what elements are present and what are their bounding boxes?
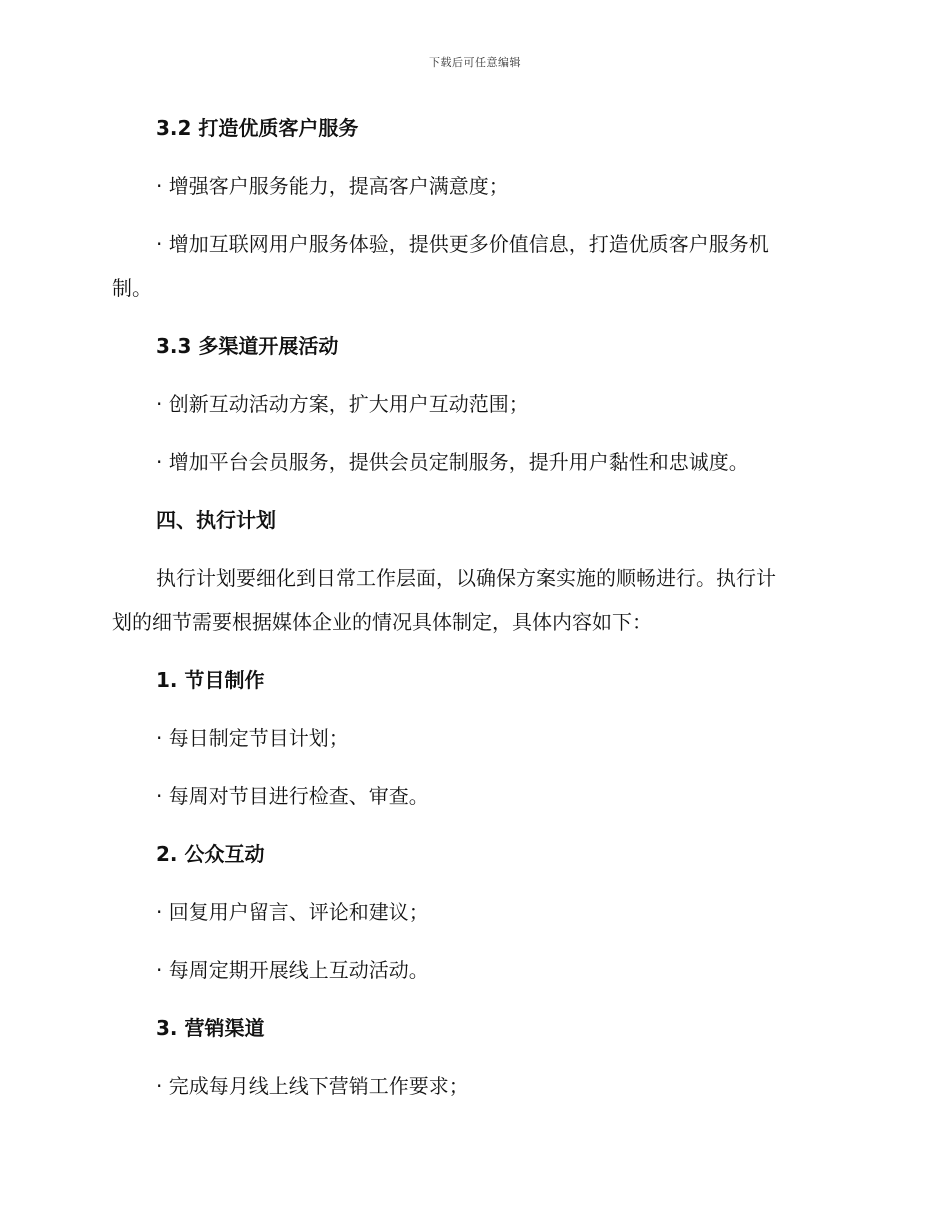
section-3-3-bullet-1: · 创新互动活动方案，扩大用户互动范围； [156, 392, 529, 416]
item-3-bullet-1: · 完成每月线上线下营销工作要求； [156, 1074, 469, 1098]
header-note: 下载后可任意编辑 [429, 56, 521, 69]
item-2-title: 2. 公众互动 [156, 842, 265, 866]
section-3-3-title: 3.3 多渠道开展活动 [156, 334, 339, 358]
item-1-bullet-1: · 每日制定节目计划； [156, 726, 349, 750]
section-3-3-bullet-2: · 增加平台会员服务，提供会员定制服务，提升用户黏性和忠诚度。 [156, 450, 749, 474]
item-1-title: 1. 节目制作 [156, 668, 265, 692]
section-4-para-line-1: 执行计划要细化到日常工作层面，以确保方案实施的顺畅进行。执行计 [156, 566, 776, 590]
section-3-2-bullet-1: · 增强客户服务能力，提高客户满意度； [156, 174, 509, 198]
section-4-title: 四、执行计划 [156, 508, 276, 532]
item-3-title: 3. 营销渠道 [156, 1016, 265, 1040]
section-3-2-bullet-2-line-2: 制。 [112, 276, 152, 300]
item-1-bullet-2: · 每周对节目进行检查、审查。 [156, 784, 429, 808]
item-2-bullet-1: · 回复用户留言、评论和建议； [156, 900, 429, 924]
item-2-bullet-2: · 每周定期开展线上互动活动。 [156, 958, 429, 982]
section-3-2-bullet-2-line-1: · 增加互联网用户服务体验，提供更多价值信息，打造优质客户服务机 [156, 232, 769, 256]
section-3-2-title: 3.2 打造优质客户服务 [156, 116, 359, 140]
document-body [112, 108, 832, 1100]
section-4-para-line-2: 划的细节需要根据媒体企业的情况具体制定，具体内容如下： [112, 610, 652, 634]
